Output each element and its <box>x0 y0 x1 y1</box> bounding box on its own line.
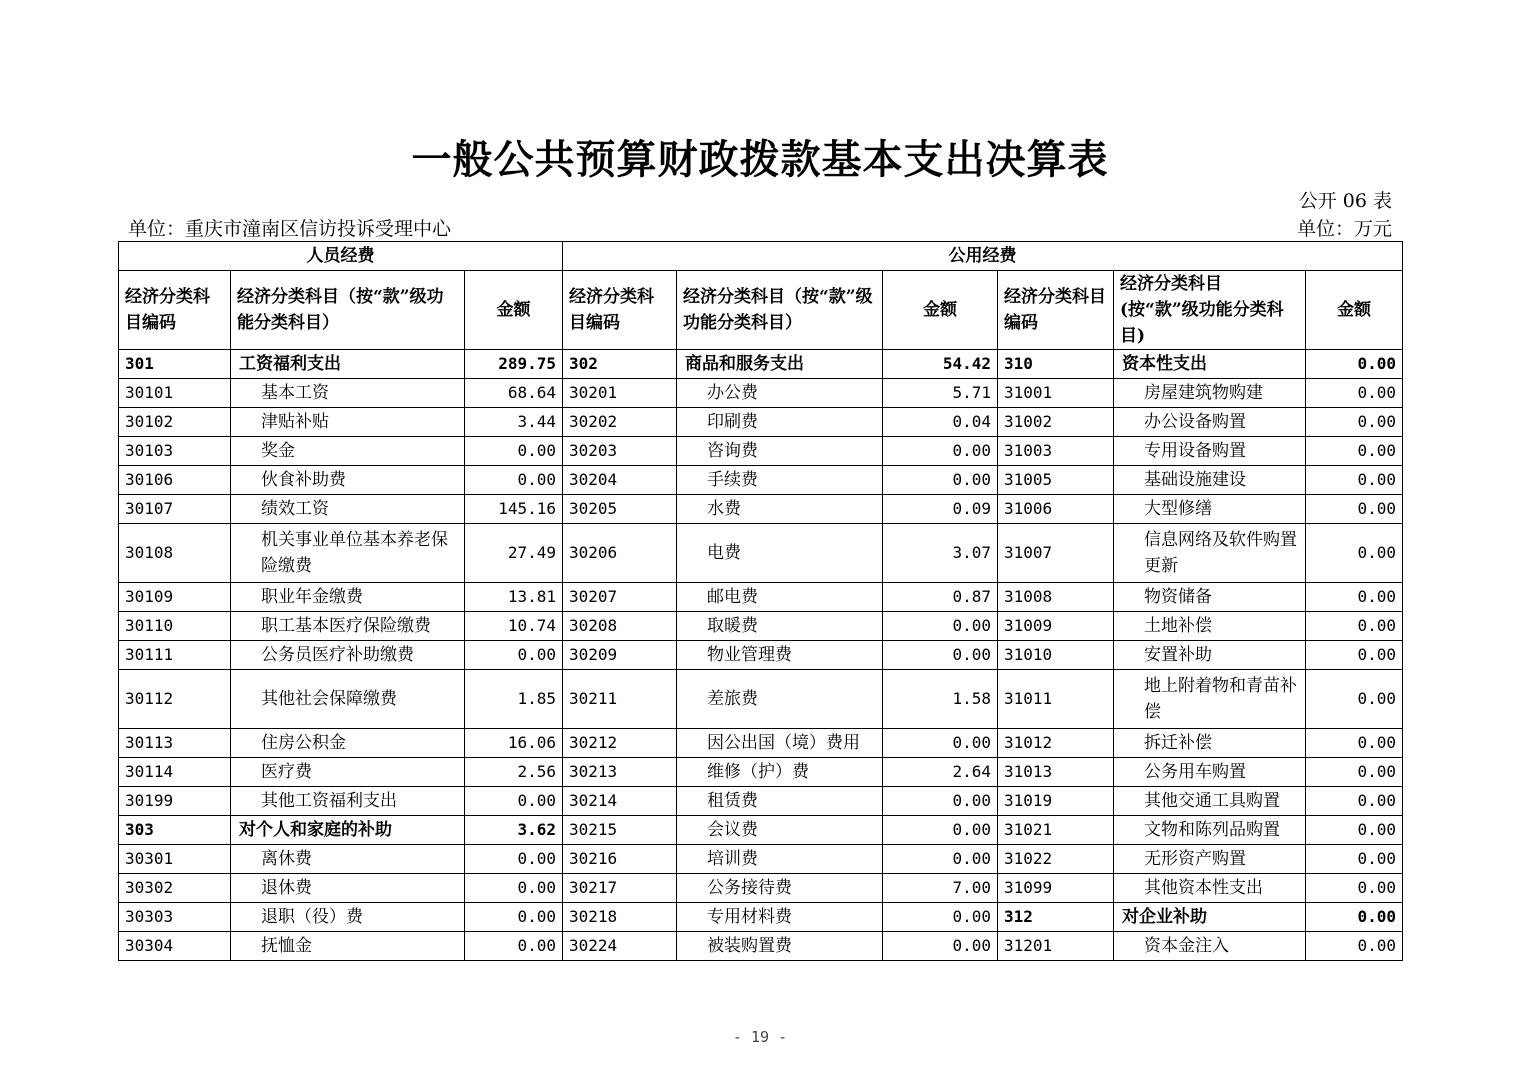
amount-cell: 0.00 <box>465 845 563 874</box>
table-row <box>119 495 1403 524</box>
code-cell: 30214 <box>563 787 677 816</box>
code-cell: 30217 <box>563 874 677 903</box>
code-cell: 312 <box>998 903 1114 932</box>
amount-cell: 0.87 <box>883 583 998 612</box>
amount-cell: 3.07 <box>883 524 998 583</box>
code-cell: 30101 <box>119 379 231 408</box>
code-cell: 30303 <box>119 903 231 932</box>
amount-cell: 0.00 <box>883 787 998 816</box>
group-personnel-expenses: 人员经费 <box>119 242 563 271</box>
amount-cell: 5.71 <box>883 379 998 408</box>
amount-cell: 2.56 <box>465 758 563 787</box>
name-cell: 其他社会保障缴费 <box>231 670 465 729</box>
table-row <box>119 932 1403 961</box>
amount-cell: 0.00 <box>1306 874 1403 903</box>
code-cell: 30114 <box>119 758 231 787</box>
code-cell: 30111 <box>119 641 231 670</box>
group-public-expenses: 公用经费 <box>563 242 1403 271</box>
amount-cell: 0.00 <box>883 612 998 641</box>
code-cell: 31201 <box>998 932 1114 961</box>
amount-cell: 3.44 <box>465 408 563 437</box>
amount-cell: 0.00 <box>1306 932 1403 961</box>
name-cell: 对企业补助 <box>1114 903 1306 932</box>
amount-cell: 0.00 <box>1306 408 1403 437</box>
amount-cell: 0.00 <box>883 932 998 961</box>
expenditure-table <box>118 241 1403 961</box>
amount-cell: 0.00 <box>1306 524 1403 583</box>
code-cell: 30109 <box>119 583 231 612</box>
code-cell: 31022 <box>998 845 1114 874</box>
page-title: 一般公共预算财政拨款基本支出决算表 <box>411 136 1109 183</box>
code-cell: 30202 <box>563 408 677 437</box>
name-cell: 津贴补贴 <box>231 408 465 437</box>
amount-cell: 0.00 <box>1306 379 1403 408</box>
table-row <box>119 524 1403 583</box>
code-cell: 30208 <box>563 612 677 641</box>
amount-cell: 0.00 <box>1306 641 1403 670</box>
amount-cell: 68.64 <box>465 379 563 408</box>
name-cell: 基础设施建设 <box>1114 466 1306 495</box>
code-cell: 31013 <box>998 758 1114 787</box>
code-cell: 31009 <box>998 612 1114 641</box>
code-cell: 31003 <box>998 437 1114 466</box>
code-cell: 30211 <box>563 670 677 729</box>
name-cell: 对个人和家庭的补助 <box>231 816 465 845</box>
amount-cell: 3.62 <box>465 816 563 845</box>
table-row <box>119 612 1403 641</box>
header-amount-3: 金额 <box>1306 271 1403 350</box>
amount-cell: 0.00 <box>883 641 998 670</box>
table-row <box>119 350 1403 379</box>
code-cell: 30207 <box>563 583 677 612</box>
amount-cell: 27.49 <box>465 524 563 583</box>
name-cell: 公务员医疗补助缴费 <box>231 641 465 670</box>
name-cell: 办公费 <box>677 379 883 408</box>
amount-cell: 145.16 <box>465 495 563 524</box>
code-cell: 30112 <box>119 670 231 729</box>
name-cell: 因公出国（境）费用 <box>677 729 883 758</box>
header-amount-1: 金额 <box>465 271 563 350</box>
name-cell: 大型修缮 <box>1114 495 1306 524</box>
amount-cell: 54.42 <box>883 350 998 379</box>
amount-cell: 0.00 <box>465 874 563 903</box>
table-row <box>119 437 1403 466</box>
code-cell: 31012 <box>998 729 1114 758</box>
amount-cell: 0.00 <box>465 787 563 816</box>
code-cell: 31008 <box>998 583 1114 612</box>
name-cell: 维修（护）费 <box>677 758 883 787</box>
header-code-1: 经济分类科目编码 <box>119 271 231 350</box>
name-cell: 信息网络及软件购置更新 <box>1114 524 1306 583</box>
amount-cell: 0.04 <box>883 408 998 437</box>
name-cell: 基本工资 <box>231 379 465 408</box>
amount-cell: 2.64 <box>883 758 998 787</box>
amount-cell: 0.00 <box>1306 816 1403 845</box>
amount-cell: 0.00 <box>1306 758 1403 787</box>
header-code-3: 经济分类科目编码 <box>998 271 1114 350</box>
name-cell: 医疗费 <box>231 758 465 787</box>
amount-cell: 0.00 <box>1306 903 1403 932</box>
name-cell: 职工基本医疗保险缴费 <box>231 612 465 641</box>
amount-cell: 0.00 <box>465 466 563 495</box>
name-cell: 公务用车购置 <box>1114 758 1306 787</box>
code-cell: 30110 <box>119 612 231 641</box>
code-cell: 30103 <box>119 437 231 466</box>
unit-currency: 单位：万元 <box>1296 218 1392 240</box>
amount-cell: 0.00 <box>883 845 998 874</box>
amount-cell: 0.00 <box>883 466 998 495</box>
code-cell: 30206 <box>563 524 677 583</box>
amount-cell: 0.00 <box>883 729 998 758</box>
table-row <box>119 874 1403 903</box>
table-row <box>119 583 1403 612</box>
code-cell: 30213 <box>563 758 677 787</box>
name-cell: 其他资本性支出 <box>1114 874 1306 903</box>
name-cell: 手续费 <box>677 466 883 495</box>
amount-cell: 0.00 <box>883 437 998 466</box>
name-cell: 拆迁补偿 <box>1114 729 1306 758</box>
name-cell: 会议费 <box>677 816 883 845</box>
header-name-2: 经济分类科目（按“款”级功能分类科目） <box>677 271 883 350</box>
code-cell: 303 <box>119 816 231 845</box>
amount-cell: 0.00 <box>1306 612 1403 641</box>
name-cell: 印刷费 <box>677 408 883 437</box>
amount-cell: 0.00 <box>465 437 563 466</box>
amount-cell: 0.00 <box>1306 845 1403 874</box>
amount-cell: 0.00 <box>1306 583 1403 612</box>
name-cell: 安置补助 <box>1114 641 1306 670</box>
amount-cell: 7.00 <box>883 874 998 903</box>
page-number: - 19 - <box>732 1028 788 1046</box>
code-cell: 30106 <box>119 466 231 495</box>
name-cell: 水费 <box>677 495 883 524</box>
amount-cell: 16.06 <box>465 729 563 758</box>
amount-cell: 0.00 <box>465 932 563 961</box>
code-cell: 31011 <box>998 670 1114 729</box>
name-cell: 其他交通工具购置 <box>1114 787 1306 816</box>
name-cell: 商品和服务支出 <box>677 350 883 379</box>
code-cell: 31006 <box>998 495 1114 524</box>
amount-cell: 0.00 <box>1306 495 1403 524</box>
name-cell: 差旅费 <box>677 670 883 729</box>
form-number: 公开 06 表 <box>1298 190 1392 212</box>
amount-cell: 0.00 <box>1306 670 1403 729</box>
code-cell: 30199 <box>119 787 231 816</box>
code-cell: 31002 <box>998 408 1114 437</box>
amount-cell: 13.81 <box>465 583 563 612</box>
code-cell: 30212 <box>563 729 677 758</box>
table-row <box>119 466 1403 495</box>
table-row <box>119 729 1403 758</box>
amount-cell: 0.00 <box>883 816 998 845</box>
name-cell: 伙食补助费 <box>231 466 465 495</box>
code-cell: 30108 <box>119 524 231 583</box>
code-cell: 301 <box>119 350 231 379</box>
name-cell: 专用材料费 <box>677 903 883 932</box>
amount-cell: 0.00 <box>1306 466 1403 495</box>
code-cell: 31021 <box>998 816 1114 845</box>
name-cell: 咨询费 <box>677 437 883 466</box>
table-row <box>119 670 1403 729</box>
amount-cell: 10.74 <box>465 612 563 641</box>
amount-cell: 1.85 <box>465 670 563 729</box>
table-row <box>119 758 1403 787</box>
amount-cell: 0.00 <box>1306 350 1403 379</box>
code-cell: 30224 <box>563 932 677 961</box>
name-cell: 办公设备购置 <box>1114 408 1306 437</box>
code-cell: 31010 <box>998 641 1114 670</box>
code-cell: 310 <box>998 350 1114 379</box>
name-cell: 电费 <box>677 524 883 583</box>
name-cell: 其他工资福利支出 <box>231 787 465 816</box>
name-cell: 土地补偿 <box>1114 612 1306 641</box>
name-cell: 被装购置费 <box>677 932 883 961</box>
code-cell: 31001 <box>998 379 1114 408</box>
table-row <box>119 787 1403 816</box>
code-cell: 30205 <box>563 495 677 524</box>
amount-cell: 0.00 <box>1306 729 1403 758</box>
unit-organization: 单位：重庆市潼南区信访投诉受理中心 <box>128 218 452 240</box>
code-cell: 30113 <box>119 729 231 758</box>
name-cell: 取暖费 <box>677 612 883 641</box>
name-cell: 专用设备购置 <box>1114 437 1306 466</box>
name-cell: 物业管理费 <box>677 641 883 670</box>
name-cell: 离休费 <box>231 845 465 874</box>
code-cell: 30218 <box>563 903 677 932</box>
name-cell: 无形资产购置 <box>1114 845 1306 874</box>
code-cell: 30302 <box>119 874 231 903</box>
code-cell: 30304 <box>119 932 231 961</box>
amount-cell: 0.00 <box>883 903 998 932</box>
name-cell: 培训费 <box>677 845 883 874</box>
table-row <box>119 641 1403 670</box>
amount-cell: 0.00 <box>1306 787 1403 816</box>
name-cell: 退职（役）费 <box>231 903 465 932</box>
code-cell: 30209 <box>563 641 677 670</box>
code-cell: 30215 <box>563 816 677 845</box>
name-cell: 住房公积金 <box>231 729 465 758</box>
name-cell: 文物和陈列品购置 <box>1114 816 1306 845</box>
code-cell: 31099 <box>998 874 1114 903</box>
code-cell: 31007 <box>998 524 1114 583</box>
amount-cell: 0.09 <box>883 495 998 524</box>
table-row <box>119 408 1403 437</box>
name-cell: 奖金 <box>231 437 465 466</box>
code-cell: 30216 <box>563 845 677 874</box>
code-cell: 30204 <box>563 466 677 495</box>
header-code-2: 经济分类科目编码 <box>563 271 677 350</box>
name-cell: 物资储备 <box>1114 583 1306 612</box>
table-row <box>119 816 1403 845</box>
code-cell: 30102 <box>119 408 231 437</box>
code-cell: 302 <box>563 350 677 379</box>
amount-cell: 0.00 <box>465 903 563 932</box>
name-cell: 工资福利支出 <box>231 350 465 379</box>
amount-cell: 1.58 <box>883 670 998 729</box>
name-cell: 地上附着物和青苗补偿 <box>1114 670 1306 729</box>
name-cell: 公务接待费 <box>677 874 883 903</box>
name-cell: 资本性支出 <box>1114 350 1306 379</box>
code-cell: 31019 <box>998 787 1114 816</box>
amount-cell: 0.00 <box>1306 437 1403 466</box>
table-row <box>119 379 1403 408</box>
amount-cell: 289.75 <box>465 350 563 379</box>
code-cell: 31005 <box>998 466 1114 495</box>
name-cell: 抚恤金 <box>231 932 465 961</box>
name-cell: 房屋建筑物购建 <box>1114 379 1306 408</box>
name-cell: 租赁费 <box>677 787 883 816</box>
amount-cell: 0.00 <box>465 641 563 670</box>
code-cell: 30201 <box>563 379 677 408</box>
code-cell: 30203 <box>563 437 677 466</box>
name-cell: 退休费 <box>231 874 465 903</box>
header-name-1: 经济分类科目（按“款”级功能分类科目） <box>231 271 465 350</box>
table-row <box>119 903 1403 932</box>
name-cell: 邮电费 <box>677 583 883 612</box>
header-amount-2: 金额 <box>883 271 998 350</box>
name-cell: 资本金注入 <box>1114 932 1306 961</box>
code-cell: 30301 <box>119 845 231 874</box>
name-cell: 机关事业单位基本养老保险缴费 <box>231 524 465 583</box>
name-cell: 绩效工资 <box>231 495 465 524</box>
code-cell: 30107 <box>119 495 231 524</box>
name-cell: 职业年金缴费 <box>231 583 465 612</box>
header-name-3: 经济分类科目(按“款”级功能分类科目) <box>1114 271 1306 350</box>
table-row <box>119 845 1403 874</box>
